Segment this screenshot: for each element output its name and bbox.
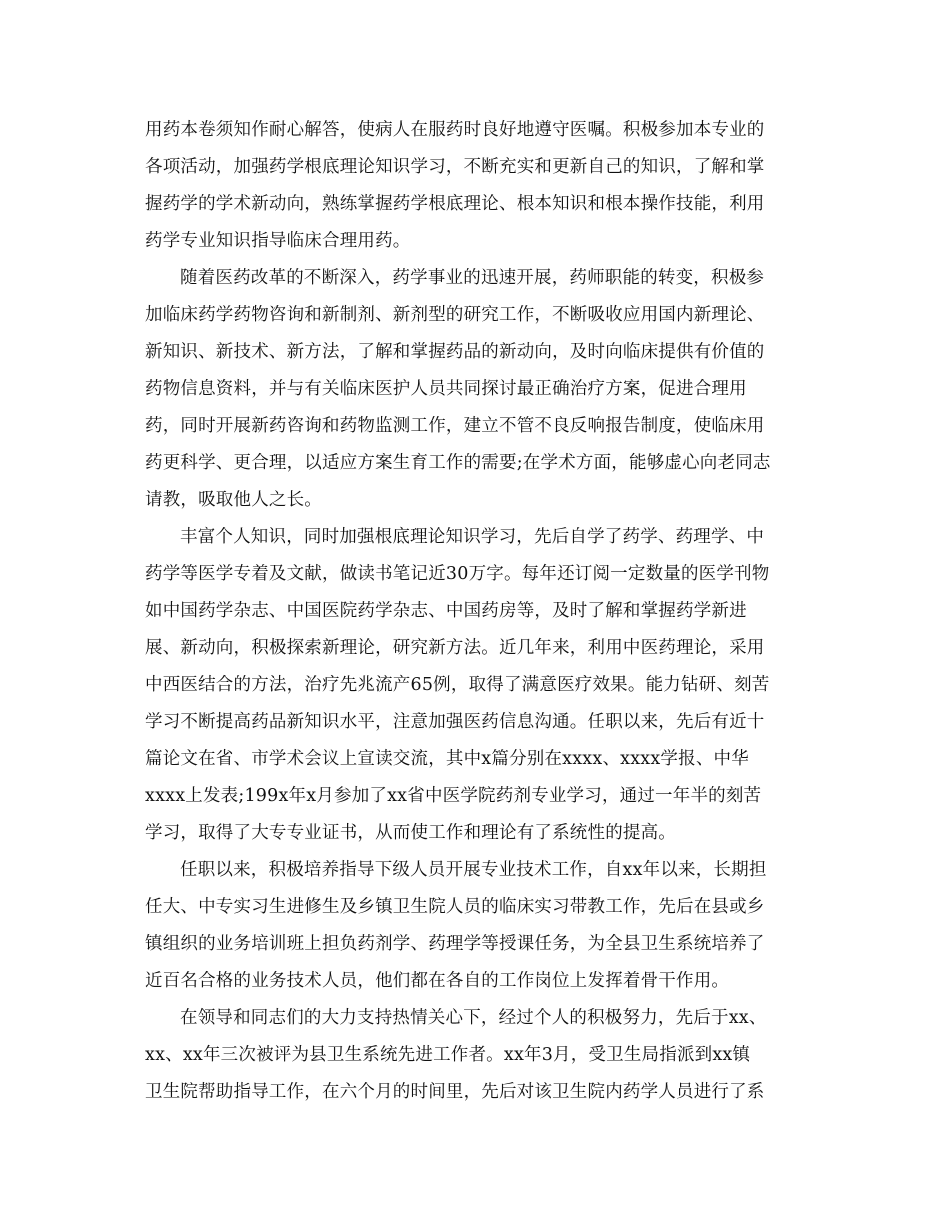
document-body: [145, 112, 803, 1111]
text-line: 药学等医学专着及文献，做读书笔记近30万字。每年还订阅一定数量的医学刊物: [145, 564, 770, 584]
text-line: 各项活动，加强药学根底理论知识学习，不断充实和更新自己的知识，了解和掌: [145, 157, 765, 177]
text-line: 学习，取得了大专专业证书，从而使工作和理论有了系统性的提高。: [145, 823, 676, 843]
paragraph-first-line: 随着医药改革的不断深入，药学事业的迅速开展，药师职能的转变，积极参: [180, 268, 765, 288]
text-line: 卫生院帮助指导工作，在六个月的时间里，先后对该卫生院内药学人员进行了系: [145, 1082, 765, 1102]
text-line: 篇论文在省、市学术会议上宣读交流，其中x篇分别在xxxx、xxxx学报、中华: [145, 749, 749, 769]
text-line: 展、新动向，积极探索新理论，研究新方法。近几年来，利用中医药理论，采用: [145, 638, 765, 658]
text-line: xx、xx年三次被评为县卫生系统先进工作者。xx年3月，受卫生局指派到xx镇: [145, 1045, 751, 1065]
text-line: 请教，吸取他人之长。: [145, 490, 322, 510]
text-line: 如中国药学杂志、中国医院药学杂志、中国药房等，及时了解和掌握药学新进: [145, 601, 747, 621]
text-line: 用药本卷须知作耐心解答，使病人在服药时良好地遵守医嘱。积极参加本专业的: [145, 120, 765, 140]
paragraph-first-line: 在领导和同志们的大力支持热情关心下，经过个人的积极努力，先后于xx、: [180, 1008, 767, 1028]
text-line: 近百名合格的业务技术人员，他们都在各自的工作岗位上发挥着骨干作用。: [145, 971, 730, 991]
text-line: 中西医结合的方法，治疗先兆流产65例，取得了满意医疗效果。能力钻研、刻苦: [145, 675, 770, 695]
text-line: 药更科学、更合理，以适应方案生育工作的需要;在学术方面，能够虚心向老同志: [145, 453, 771, 473]
text-line: 学习不断提高药品新知识水平，注意加强医药信息沟通。任职以来，先后有近十: [145, 712, 765, 732]
text-line: 镇组织的业务培训班上担负药剂学、药理学等授课任务，为全县卫生系统培养了: [145, 934, 765, 954]
text-line: 药，同时开展新药咨询和药物监测工作，建立不管不良反响报告制度，使临床用: [145, 416, 765, 436]
text-line: 加临床药学药物咨询和新制剂、新剂型的研究工作，不断吸收应用国内新理论、: [145, 305, 765, 325]
paragraph-first-line: 任职以来，积极培养指导下级人员开展专业技术工作，自xx年以来，长期担: [180, 860, 767, 880]
paragraph-first-line: 丰富个人知识，同时加强根底理论知识学习，先后自学了药学、药理学、中: [180, 527, 765, 547]
text-line: 药物信息资料，并与有关临床医护人员共同探讨最正确治疗方案，促进合理用: [145, 379, 747, 399]
text-line: xxxx上发表;199x年x月参加了xx省中医学院药剂专业学习，通过一年半的刻苦: [145, 786, 762, 806]
text-line: 握药学的学术新动向，熟练掌握药学根底理论、根本知识和根本操作技能，利用: [145, 194, 765, 214]
text-line: 新知识、新技术、新方法，了解和掌握药品的新动向，及时向临床提供有价值的: [145, 342, 765, 362]
text-line: 任大、中专实习生进修生及乡镇卫生院人员的临床实习带教工作，先后在县或乡: [145, 897, 765, 917]
text-line: 药学专业知识指导临床合理用药。: [145, 231, 411, 251]
